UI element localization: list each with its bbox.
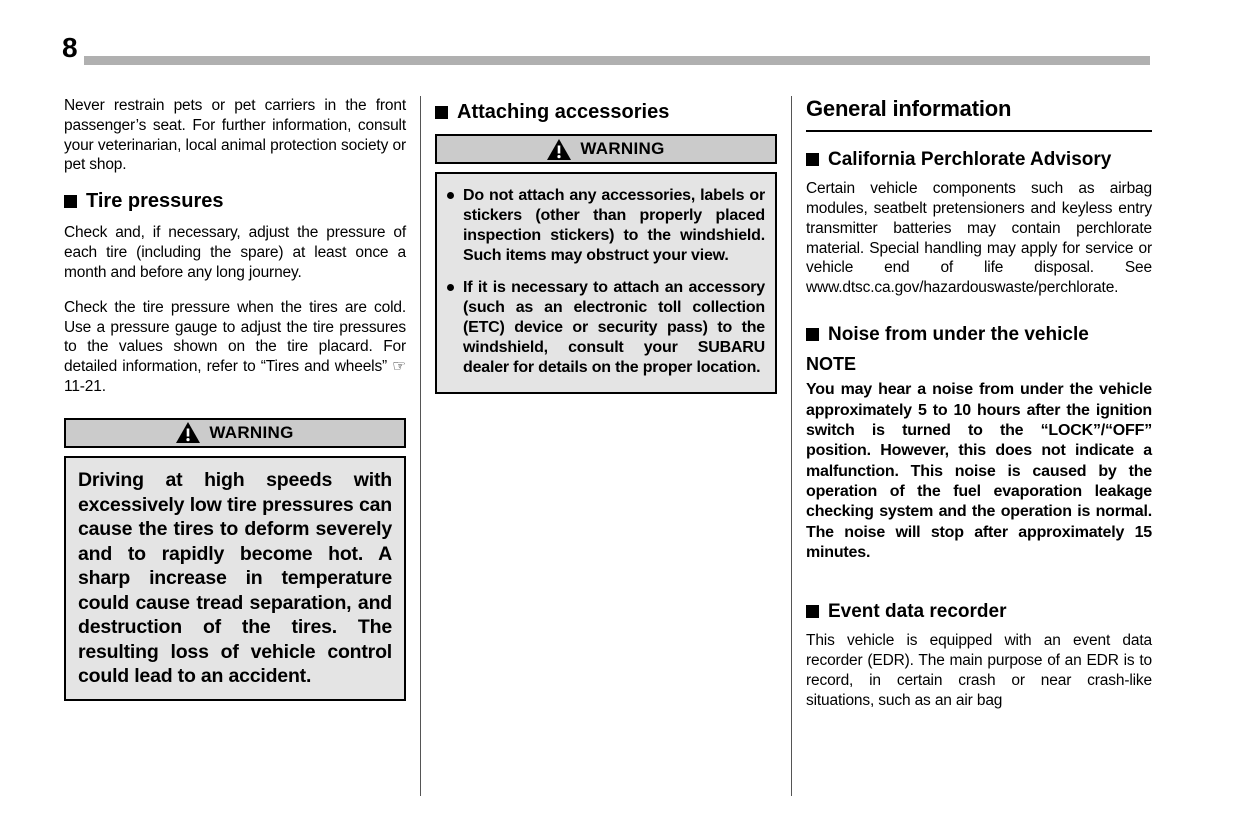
column-middle bbox=[435, 96, 777, 796]
warning-bullet-item bbox=[447, 186, 765, 266]
column-left bbox=[64, 96, 406, 796]
warning-triangle-icon bbox=[176, 422, 200, 443]
warning-header-tires bbox=[64, 418, 406, 448]
warning-label: WARNING bbox=[580, 139, 665, 158]
warning-header-accessories bbox=[435, 134, 777, 164]
note-label: NOTE bbox=[806, 354, 857, 375]
tire-pressures-paragraph-2: Check the tire pressure when the tires are cold. Use a pressure gauge to adjust the tire pressures to the values shown on the tire placard. For detailed information, refer to “Tires and wheels” ☞ 11-21. bbox=[64, 298, 406, 396]
warning-box-tires: Driving at high speeds with excessively low tire pressures can cause the tires to deform severely and to rapidly become hot. A sharp increase in temperature could cause tread separation, and destruction of the tires. The resulting loss of vehicle control could lead to an accident. bbox=[64, 456, 406, 701]
edr-heading-label: Event data recorder bbox=[828, 601, 1007, 623]
warning-label: WARNING bbox=[209, 422, 294, 442]
square-bullet-icon bbox=[64, 195, 77, 208]
square-bullet-icon bbox=[806, 153, 819, 166]
noise-heading-label: Noise from under the vehicle bbox=[828, 324, 1089, 346]
header-rule bbox=[84, 56, 1150, 65]
column-right bbox=[806, 96, 1152, 796]
attaching-accessories-heading-label: Attaching accessories bbox=[457, 101, 670, 123]
bullet-icon bbox=[447, 192, 454, 199]
warning-triangle-icon bbox=[547, 139, 571, 160]
attaching-accessories-heading bbox=[435, 101, 777, 124]
tire-pressures-paragraph-1: Check and, if necessary, adjust the pressure of each tire (including the spare) at least once a month and before any long journey. bbox=[64, 224, 406, 281]
bullet-icon bbox=[447, 284, 454, 291]
spacer bbox=[806, 313, 1152, 319]
warning-bullet-item bbox=[447, 278, 765, 378]
perchlorate-paragraph: Certain vehicle components such as airbag modules, seatbelt pretensioners and keyless entry transmitter batteries may contain perchlorate material. Special handling may apply for service or vehicle end of life disposal. See www.dtsc.ca.gov/hazardouswaste/perchlorate. bbox=[806, 180, 1152, 297]
square-bullet-icon bbox=[806, 328, 819, 341]
tire-pressures-heading-label: Tire pressures bbox=[86, 190, 224, 213]
page-number: 8 bbox=[62, 32, 78, 63]
pets-paragraph: Never restrain pets or pet carriers in the front passenger’s seat. For further information, consult your veterinarian, local animal protection society or pet shop. bbox=[64, 97, 406, 174]
perchlorate-heading bbox=[806, 148, 1152, 171]
column-divider bbox=[791, 96, 792, 796]
warning-box-accessories bbox=[435, 172, 777, 394]
general-information-heading: General information bbox=[806, 96, 1152, 132]
warning-bullet-text: If it is necessary to attach an accessory (such as an electronic toll collection (ETC) device or security pass) to the windshield, consult your SUBARU dealer for details on the proper location. bbox=[463, 279, 765, 376]
square-bullet-icon bbox=[806, 605, 819, 618]
square-bullet-icon bbox=[435, 106, 448, 119]
tire-pressures-heading bbox=[64, 190, 406, 213]
spacer bbox=[806, 578, 1152, 596]
edr-heading bbox=[806, 600, 1152, 623]
noise-heading bbox=[806, 323, 1152, 346]
edr-paragraph: This vehicle is equipped with an event data recorder (EDR). The main purpose of an EDR is to record, in certain crash or near crash-like situations, such as an air bag bbox=[806, 632, 1152, 709]
warning-bullet-text: Do not attach any accessories, labels or stickers (other than properly placed inspection stickers) to the windshield. Such items may obstruct your view. bbox=[463, 187, 765, 264]
column-divider bbox=[420, 96, 421, 796]
perchlorate-heading-label: California Perchlorate Advisory bbox=[828, 149, 1112, 170]
page-columns bbox=[64, 96, 1152, 796]
noise-paragraph: You may hear a noise from under the vehicle approximately 5 to 10 hours after the ignition switch is turned to the “LOCK”/“OFF” position. However, this does not indicate a malfunction. This noise is caused by the operation of the fuel evaporation leakage checking system and the operation is normal. The noise will stop after approximately 15 minutes. bbox=[806, 381, 1152, 561]
